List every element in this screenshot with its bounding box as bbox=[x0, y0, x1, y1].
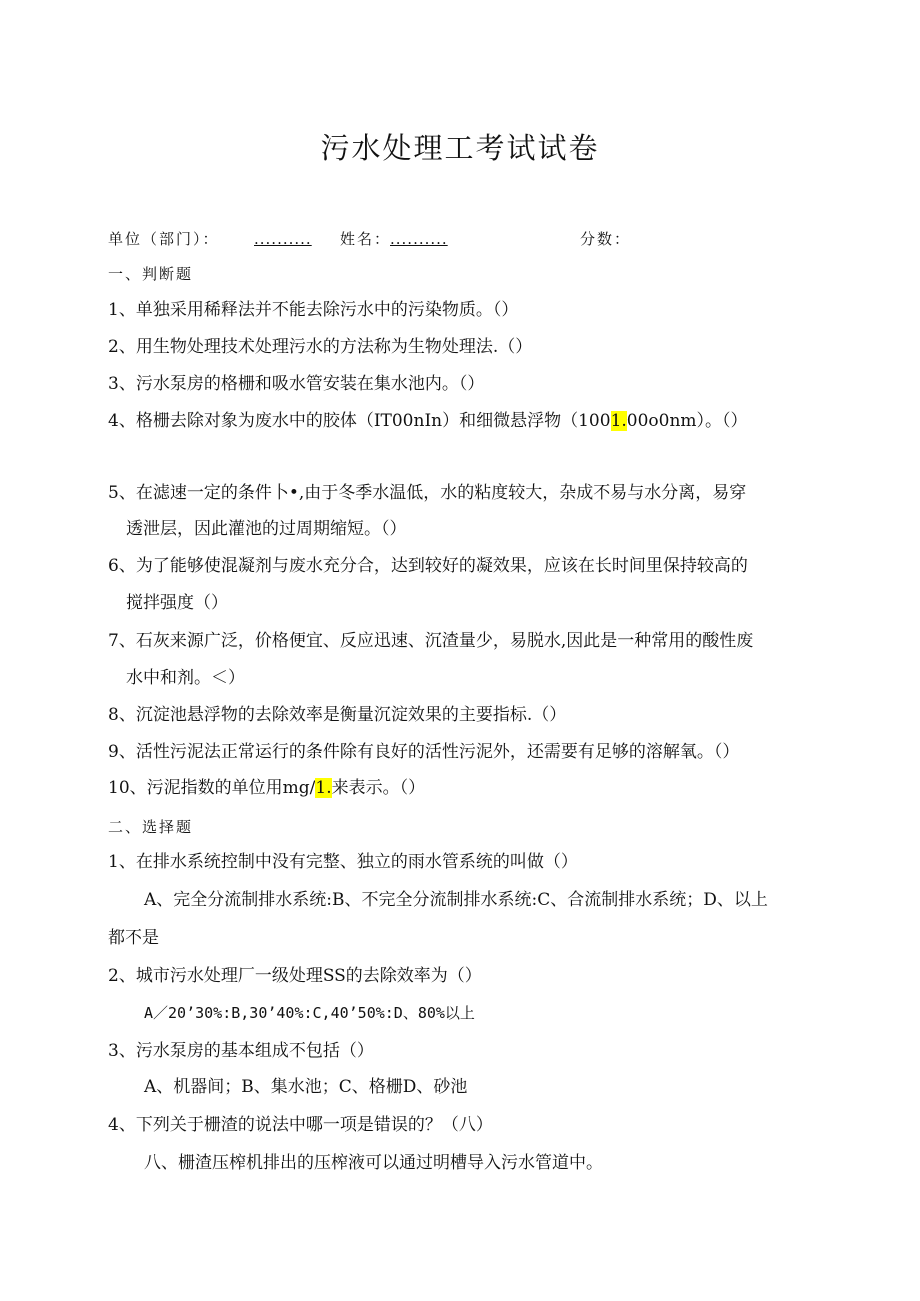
judgement-question-6-line-1: 6、为了能够使混凝剂与废水充分合，达到较好的凝效果，应该在长时间里保持较高的 bbox=[108, 556, 748, 576]
unit-blank: .......... bbox=[254, 230, 312, 248]
judgement-question-1: 1、单独采用稀释法并不能去除污水中的污染物质。（） bbox=[108, 300, 519, 320]
section-heading-judgement: 一、判断题 bbox=[108, 265, 194, 283]
judgement-question-4 bbox=[108, 410, 748, 432]
highlighted-text: 1. bbox=[315, 778, 332, 798]
choice-question-2-options: A／20’30%:B,30’40%:C,40’50%:D、80%以上 bbox=[144, 1004, 475, 1022]
choice-question-1-options-line-1: A、完全分流制排水系统:B、不完全分流制排水系统:C、合流制排水系统；D、以上 bbox=[144, 890, 768, 910]
judgement-question-5-line-1: 5、在滤速一定的条件卜•,由于冬季水温低，水的粘度较大，杂成不易与水分离，易穿 bbox=[108, 483, 747, 503]
choice-question-3: 3、污水泵房的基本组成不包括（） bbox=[108, 1041, 374, 1061]
section-heading-choice: 二、选择题 bbox=[108, 818, 194, 836]
question-10-text-a: 10、污泥指数的单位用mg/ bbox=[108, 778, 316, 798]
judgement-question-5-line-2: 透泄层，因此灌池的过周期缩短。（） bbox=[126, 519, 407, 539]
judgement-question-7-line-1: 7、石灰来源广泛，价格便宜、反应迅速、沉渣量少，易脱水,因此是一种常用的酸性废 bbox=[108, 631, 754, 651]
choice-question-3-options: A、机器间；B、集水池；C、格栅D、砂池 bbox=[144, 1077, 468, 1097]
judgement-question-9: 9、活性污泥法正常运行的条件除有良好的活性污泥外，还需要有足够的溶解氧。（） bbox=[108, 742, 740, 762]
judgement-question-3: 3、污水泵房的格栅和吸水管安装在集水池内。（） bbox=[108, 374, 485, 394]
highlighted-text: 1. bbox=[610, 411, 627, 431]
score-label: 分数： bbox=[580, 230, 632, 248]
choice-question-1-options-line-2: 都不是 bbox=[108, 928, 159, 948]
unit-label: 单位（部门）： bbox=[108, 230, 220, 248]
judgement-question-10 bbox=[108, 777, 425, 799]
choice-question-2: 2、城市污水处理厂一级处理SS的去除效率为（） bbox=[108, 966, 482, 986]
exam-title: 污水处理工考试试卷 bbox=[320, 131, 600, 165]
name-blank: .......... bbox=[390, 230, 448, 248]
question-10-text-b: 来表示。（） bbox=[331, 778, 426, 798]
choice-question-4: 4、下列关于栅渣的说法中哪一项是错误的？（八） bbox=[108, 1115, 493, 1135]
judgement-question-6-line-2: 搅拌强度（） bbox=[126, 593, 228, 613]
choice-question-1: 1、在排水系统控制中没有完整、独立的雨水管系统的叫做（） bbox=[108, 852, 578, 872]
question-4-text-a: 4、格栅去除对象为废水中的胶体（IT00nIn）和细微悬浮物（100 bbox=[108, 411, 611, 431]
name-label: 姓名： bbox=[340, 230, 392, 248]
question-4-text-b: 00o0nm）。（） bbox=[626, 411, 748, 431]
judgement-question-8: 8、沉淀池悬浮物的去除效率是衡量沉淀效果的主要指标.（） bbox=[108, 705, 567, 725]
judgement-question-2: 2、用生物处理技术处理污水的方法称为生物处理法.（） bbox=[108, 337, 533, 357]
choice-question-4-option-a: 八、栅渣压榨机排出的压榨液可以通过明槽导入污水管道中。 bbox=[144, 1153, 603, 1173]
judgement-question-7-line-2: 水中和剂。＜） bbox=[126, 668, 245, 688]
